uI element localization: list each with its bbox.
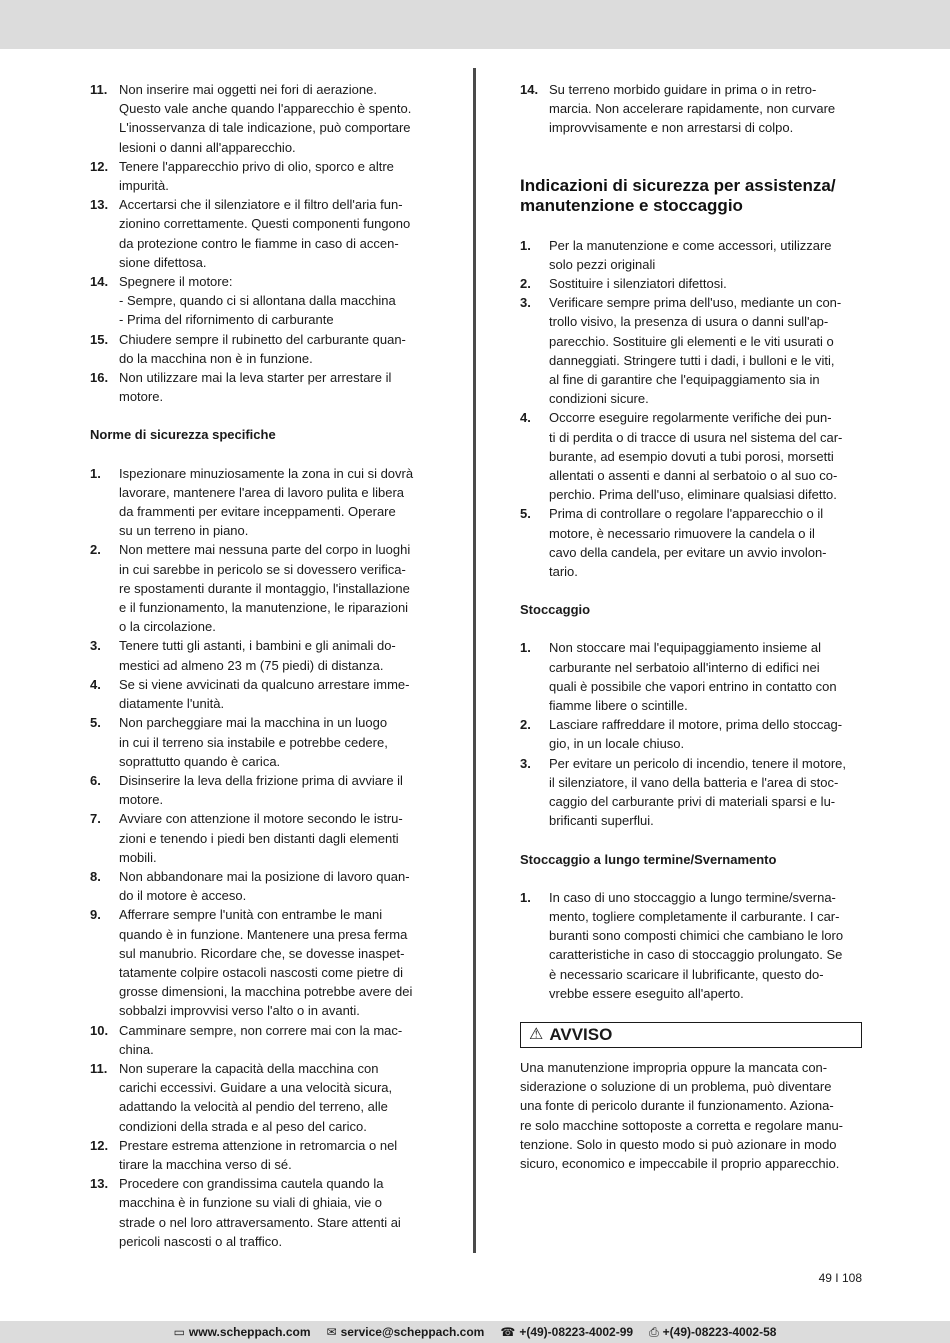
item-number: 11. xyxy=(90,82,108,97)
list-item xyxy=(90,867,434,905)
item-text: Afferrare sempre l'unità con entrambe le mani quando è in funzione. Mantenere una presa ferma sul manubrio. Ricordare che, se dovesse inaspet- tatamente colpire ostacoli nascosti come pietre di grosse dimensioni, la macchina potrebbe avere dei sobbalzi improvvisi verso l'alto o in avanti. xyxy=(119,907,413,1019)
item-text: Disinserire la leva della frizione prima di avviare il motore. xyxy=(119,772,403,808)
list-item xyxy=(90,1059,434,1136)
item-number: 2. xyxy=(90,542,101,558)
item-text: Verificare sempre prima dell'uso, mediante un con- trollo visivo, la presenza di usura o danni sull'ap- parecchio. Sostituire gli elementi e le viti usurati o danneggiati. Stringere tutti i dadi, i bulloni e le viti, al fine di garantire che l'equipaggiamento sia in condizioni sicure. xyxy=(549,295,842,407)
item-number: 1. xyxy=(520,640,531,656)
item-text: Prestare estrema attenzione in retromarcia o nel tirare la macchina verso di sé. xyxy=(119,1137,398,1172)
storage-heading: Stoccaggio xyxy=(520,602,591,618)
warning-title: AVVISO xyxy=(549,1025,613,1045)
item-text: Non parcheggiare mai la macchina in un luogo in cui il terreno sia instabile e potrebbe cedere, soprattutto quando è carica. xyxy=(119,715,388,769)
list-item xyxy=(520,274,862,293)
left-column xyxy=(90,80,434,1251)
list-item xyxy=(90,905,434,1020)
list-item xyxy=(520,504,862,581)
item-number: 4. xyxy=(90,676,101,692)
item-text: Per evitare un pericolo di incendio, tenere il motore, il silenziatore, il vano della batteria e l'area di stoc- caggio del carburante privi di materiali sparsi e lu- brificanti superflui. xyxy=(549,755,846,829)
item-text: Tenere l'apparecchio privo di olio, sporco e altre impurità. xyxy=(119,158,394,194)
list-item xyxy=(520,408,862,504)
longterm-storage-heading: Stoccaggio a lungo termine/Svernamento xyxy=(520,851,777,867)
list-item xyxy=(90,1021,434,1059)
item-number: 15. xyxy=(90,331,109,347)
list-item xyxy=(520,293,862,408)
item-number: 12. xyxy=(90,158,109,174)
item-text: Non abbandonare mai la posizione di lavoro quan- do il motore è acceso. xyxy=(119,868,410,904)
specific-safety-list xyxy=(90,464,434,1251)
item-number: 16. xyxy=(90,370,109,386)
item-text: Avviare con attenzione il motore secondo le istru- zioni e tenendo i piedi ben distanti dagli elementi mobili. xyxy=(119,811,403,865)
item-number: 11. xyxy=(90,1060,108,1076)
item-text: Chiudere sempre il rubinetto del carburante quan- do la macchina non è in funzione. xyxy=(119,331,406,366)
right-column xyxy=(520,80,862,1173)
storage-list xyxy=(520,638,862,830)
list-item xyxy=(90,195,434,272)
header-band xyxy=(0,0,950,49)
maintenance-section-title: Indicazioni di sicurezza per assistenza/ manutenzione e stoccaggio xyxy=(520,175,836,215)
item-number: 1. xyxy=(520,889,531,905)
list-item xyxy=(90,272,434,330)
list-item xyxy=(90,330,434,368)
item-number: 6. xyxy=(90,772,101,788)
item-number: 3. xyxy=(520,755,531,771)
warning-triangle-icon: ⚠ xyxy=(529,1026,544,1044)
item-text: Se si viene avvicinati da qualcuno arrestare imme- diatamente l'unità. xyxy=(119,676,410,712)
item-number: 13. xyxy=(90,1176,109,1192)
computer-icon: ▭ xyxy=(173,1325,185,1339)
item-text: Per la manutenzione e come accessori, utilizzare solo pezzi originali xyxy=(549,237,832,272)
warning-text: Una manutenzione impropria oppure la mancata con- siderazione o soluzione di un problema, può diventare una fonte di pericolo durante il funzionamento. Aziona- re solo macchine sottoposte a corretta e regolare manu- tenzione. Solo in questo modo si può azionare in modo sicuro, economico e impeccabile il proprio apparecchio. xyxy=(520,1059,844,1171)
list-item xyxy=(90,1174,434,1251)
list-item xyxy=(520,638,862,715)
column-divider xyxy=(473,68,476,1253)
item-text: Spegnere il motore: - Sempre, quando ci si allontana dalla macchina - Prima del rifornimento di carburante xyxy=(119,274,396,328)
item-number: 5. xyxy=(90,715,101,731)
item-number: 2. xyxy=(520,717,531,733)
item-number: 8. xyxy=(90,868,101,884)
item-text: Su terreno morbido guidare in prima o in retro- marcia. Non accelerare rapidamente, non curvare improvvisamente e non arrestarsi di colpo. xyxy=(549,82,836,136)
footer-fax[interactable]: ⎙ +(49)-08223-4002-58 xyxy=(649,1324,777,1339)
mail-icon: ✉ xyxy=(326,1325,337,1339)
item-number: 3. xyxy=(90,638,101,654)
item-number: 14. xyxy=(520,82,539,97)
item-text: Sostituire i silenziatori difettosi. xyxy=(549,276,727,292)
item-number: 1. xyxy=(520,237,531,253)
list-item xyxy=(90,713,434,771)
item-text: Occorre eseguire regolarmente verifiche dei pun- ti di perdita o di tracce di usura nel sistema del car- burante, ad esempio dovuti a tubi porosi, morsetti allentati o assenti e danni al serbatoio o al suo co- perchio. Prima dell'uso, eliminare qualsiasi difetto. xyxy=(549,410,843,503)
longterm-storage-list xyxy=(520,888,862,1003)
footer-email[interactable]: ✉ service@scheppach.com xyxy=(326,1325,485,1339)
item-number: 9. xyxy=(90,907,101,923)
list-item xyxy=(90,464,434,541)
item-number: 4. xyxy=(520,410,531,426)
item-text: Prima di controllare o regolare l'apparecchio o il motore, è necessario rimuovere la candela o il cavo della candela, per evitare un avvio involon- tario. xyxy=(549,506,827,580)
footer-website[interactable]: ▭ www.scheppach.com xyxy=(173,1325,311,1339)
item-text: Non superare la capacità della macchina con carichi eccessivi. Guidare a una velocità sicura, adattando la velocità al pendio del terreno, alle condizioni della strada e al peso del carico. xyxy=(119,1060,393,1134)
item-text: Ispezionare minuziosamente la zona in cui si dovrà lavorare, mantenere l'area di lavoro pulita e libera da frammenti per evitare inceppamenti. Operare su un terreno in piano. xyxy=(119,465,414,539)
list-item xyxy=(90,675,434,713)
warning-box xyxy=(520,1022,862,1048)
item-number: 14. xyxy=(90,274,109,290)
specific-safety-heading: Norme di sicurezza specifiche xyxy=(90,427,276,443)
item-number: 7. xyxy=(90,811,101,827)
list-item xyxy=(90,636,434,674)
item-text: Tenere tutti gli astanti, i bambini e gli animali do- mestici ad almeno 23 m (75 piedi) di distanza. xyxy=(119,638,396,673)
item-text: Non mettere mai nessuna parte del corpo in luoghi in cui sarebbe in pericolo se si dovessero verifica- re spostamenti durante il montaggio, l'installazione e il funzionamento, la manutenzione, le riparazioni o la circolazione. xyxy=(119,542,411,635)
footer-phone[interactable]: ☎ +(49)-08223-4002-99 xyxy=(500,1325,634,1339)
list-item xyxy=(90,771,434,809)
list-item xyxy=(90,80,434,157)
item-number: 1. xyxy=(90,465,101,481)
general-safety-list xyxy=(90,80,434,406)
page-number: 49 I 108 xyxy=(818,1271,862,1285)
list-item xyxy=(520,888,862,1003)
list-item xyxy=(90,368,434,406)
item-number: 2. xyxy=(520,276,531,292)
item-number: 5. xyxy=(520,506,531,522)
item-text: Procedere con grandissima cautela quando la macchina è in funzione su viali di ghiaia, vie o strade o nel loro attraversamento. Stare attenti ai pericoli nascosti o al traffico. xyxy=(119,1176,401,1249)
item-text: Accertarsi che il silenziatore e il filtro dell'aria fun- zionino correttamente. Questi componenti fungono da protezione contro le fiamme in caso di accen- sione difettosa. xyxy=(119,197,411,270)
phone-icon: ☎ xyxy=(500,1325,516,1339)
list-item xyxy=(520,80,862,138)
item-number: 12. xyxy=(90,1137,109,1153)
list-item xyxy=(520,715,862,753)
item-text: Non inserire mai oggetti nei fori di aerazione. Questo vale anche quando l'apparecchio è spento. L'inosservanza di tale indicazione, può comportare lesioni o danni all'apparecchio. xyxy=(119,82,412,155)
list-item xyxy=(520,754,862,831)
fax-icon: ⎙ xyxy=(649,1324,659,1339)
list-item xyxy=(90,157,434,195)
item-number: 13. xyxy=(90,197,109,213)
item-text: In caso di uno stoccaggio a lungo termine/sverna- mento, togliere completamente il carburante. I car- buranti sono composti chimici che cambiano le loro caratteristiche in caso di stoccaggio prolungato. Se è necessario scaricare il lubrificante, questo do- vrebbe essere eseguito all'aperto. xyxy=(549,889,844,1001)
continued-safety-list xyxy=(520,80,862,138)
list-item xyxy=(90,540,434,636)
item-text: Non utilizzare mai la leva starter per arrestare il motore. xyxy=(119,370,392,405)
item-number: 3. xyxy=(520,295,531,311)
list-item xyxy=(520,236,862,274)
list-item xyxy=(90,1136,434,1174)
maintenance-list xyxy=(520,236,862,582)
footer-bar xyxy=(0,1321,950,1343)
item-number: 10. xyxy=(90,1022,109,1038)
item-text: Lasciare raffreddare il motore, prima dello stoccag- gio, in un locale chiuso. xyxy=(549,717,843,752)
list-item xyxy=(90,809,434,867)
item-text: Non stoccare mai l'equipaggiamento insieme al carburante nel serbatoio all'interno di edifici nei quali è possibile che vapori entrino in contatto con fiamme libere o scintille. xyxy=(549,640,837,714)
item-text: Camminare sempre, non correre mai con la mac- china. xyxy=(119,1022,403,1057)
